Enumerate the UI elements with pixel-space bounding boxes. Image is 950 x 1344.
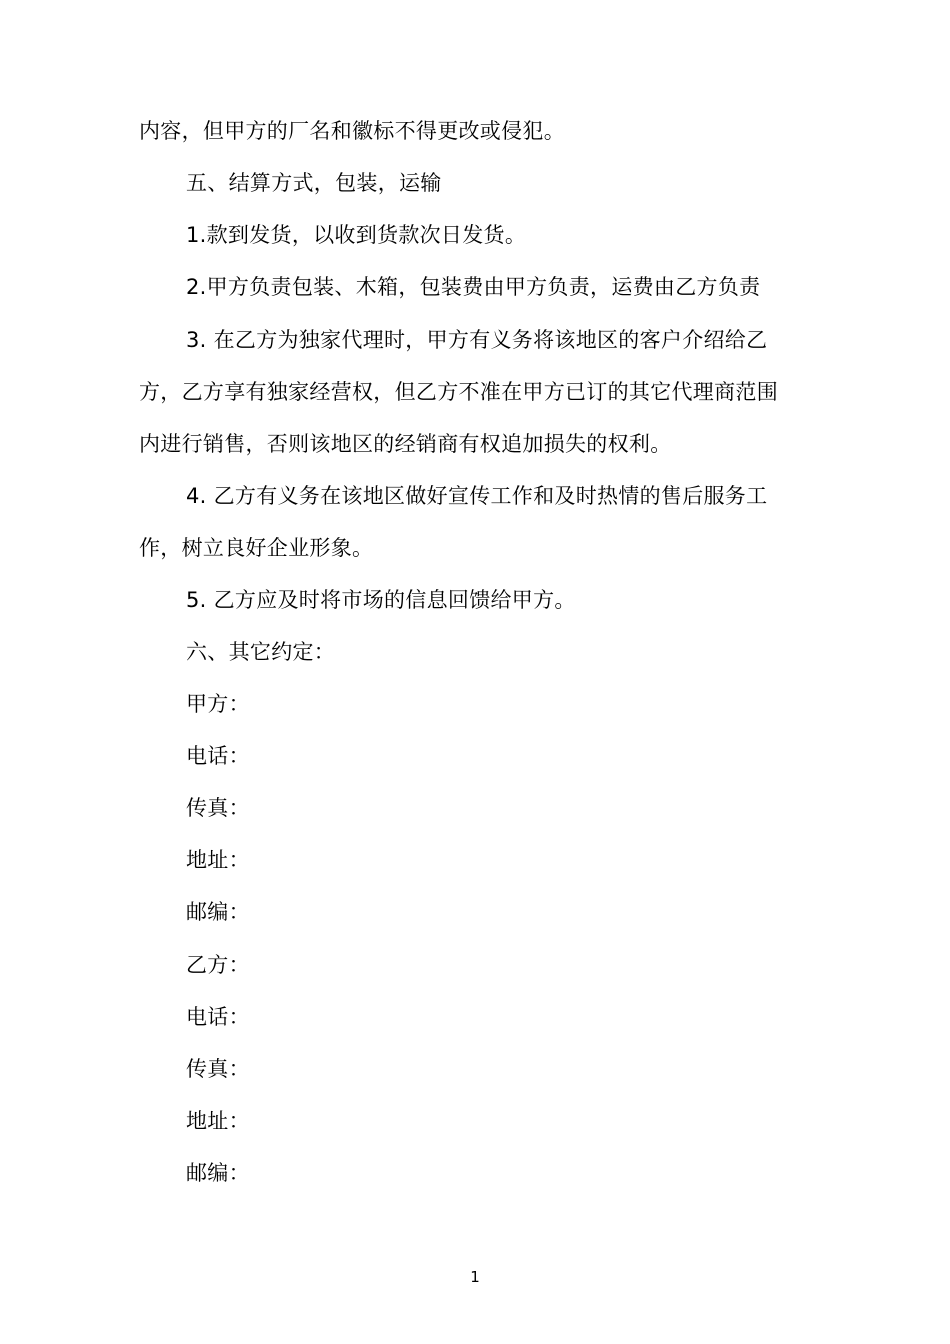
section-heading-settlement: 五、结算方式，包装，运输	[186, 171, 442, 195]
clause-4-line-2: 作，树立良好企业形象。	[139, 536, 374, 560]
clause-3-line-1: 3. 在乙方为独家代理时，甲方有义务将该地区的客户介绍给乙	[186, 328, 768, 352]
party-a-fax-label: 传真：	[186, 796, 250, 820]
party-b-phone-label: 电话：	[186, 1005, 250, 1029]
clause-5: 5. 乙方应及时将市场的信息回馈给甲方。	[186, 588, 576, 612]
section-heading-other-terms: 六、其它约定：	[186, 640, 336, 664]
page-number: 1	[470, 1268, 480, 1286]
clause-3-line-2: 方，乙方享有独家经营权，但乙方不准在甲方已订的其它代理商范围	[139, 380, 778, 404]
party-a-phone-label: 电话：	[186, 744, 250, 768]
clause-3-line-3: 内进行销售，否则该地区的经销商有权追加损失的权利。	[139, 432, 672, 456]
party-b-fax-label: 传真：	[186, 1057, 250, 1081]
paragraph-line-intro-continuation: 内容，但甲方的厂名和徽标不得更改或侵犯。	[139, 119, 565, 143]
party-a-address-label: 地址：	[186, 848, 250, 872]
party-b-address-label: 地址：	[186, 1109, 250, 1133]
party-a-label: 甲方：	[186, 692, 250, 716]
clause-1: 1.款到发货，以收到货款次日发货。	[186, 223, 527, 247]
party-b-label: 乙方：	[186, 953, 250, 977]
party-b-postcode-label: 邮编：	[186, 1161, 250, 1185]
clause-4-line-1: 4. 乙方有义务在该地区做好宣传工作和及时热情的售后服务工	[186, 484, 768, 508]
clause-2: 2.甲方负责包装、木箱，包装费由甲方负责，运费由乙方负责	[186, 275, 761, 299]
party-a-postcode-label: 邮编：	[186, 900, 250, 924]
